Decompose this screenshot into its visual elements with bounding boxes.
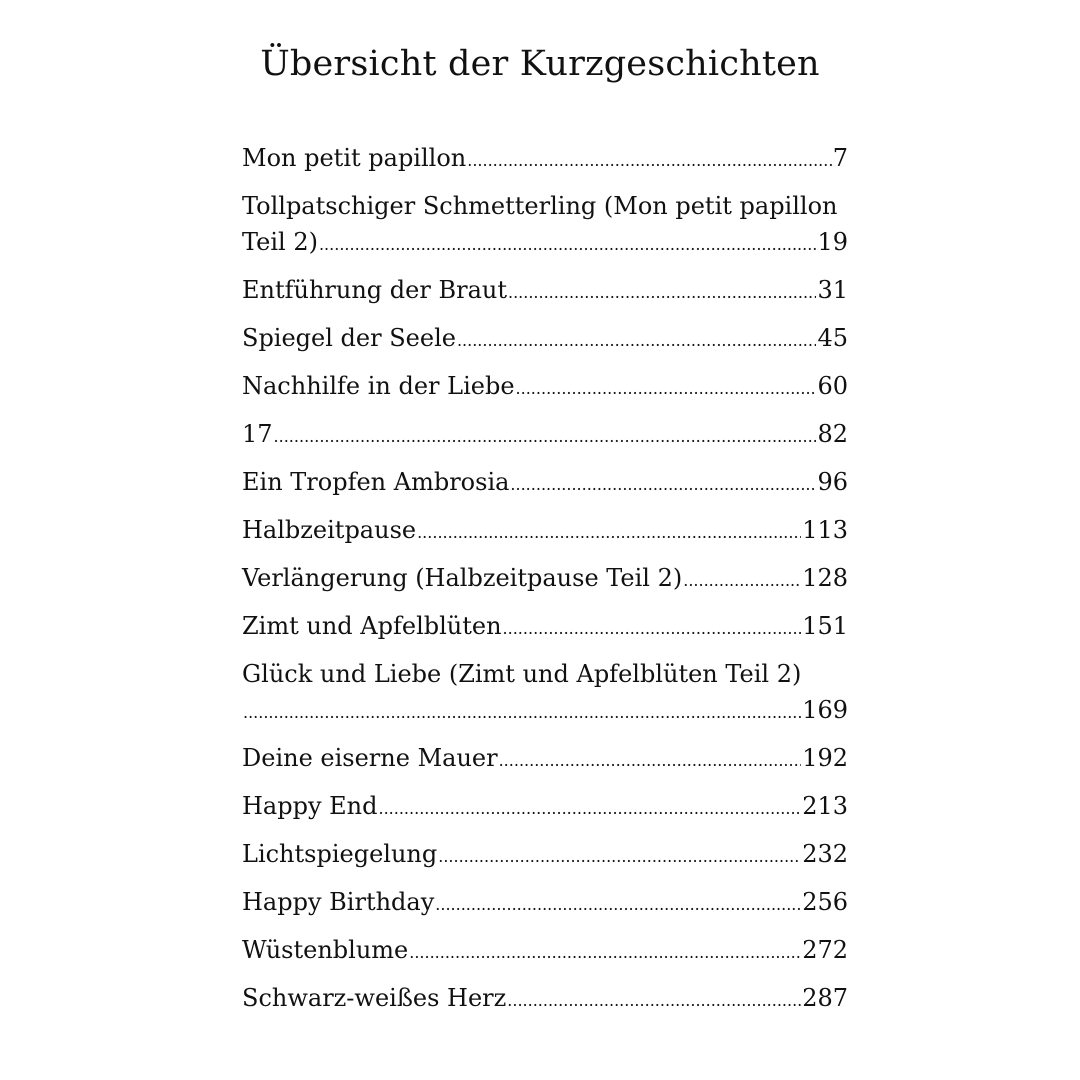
dot-leader	[435, 887, 801, 923]
page-title: Übersicht der Kurzgeschichten	[260, 44, 820, 84]
toc-entry-page: 45	[817, 324, 848, 352]
toc-entry-title: Zimt und Apfelblüten	[242, 612, 502, 640]
toc-entry[interactable]	[242, 656, 848, 728]
toc-entry-page: 232	[802, 840, 848, 868]
toc-entry[interactable]	[242, 320, 848, 356]
toc-entry-title: Ein Tropfen Ambrosia	[242, 468, 510, 496]
toc-entry-title: Entführung der Braut	[242, 276, 507, 304]
dot-leader	[499, 743, 802, 779]
toc-entry-page: 7	[832, 144, 848, 172]
toc-entry-page: 287	[802, 984, 848, 1012]
dot-leader	[467, 143, 831, 179]
toc-entry-page: 96	[817, 468, 848, 496]
dot-leader	[457, 323, 817, 359]
toc-entry-title: Lichtspiegelung	[242, 840, 438, 868]
toc-entry[interactable]	[242, 464, 848, 500]
toc-entry[interactable]	[242, 788, 848, 824]
toc-entry-title: Deine eiserne Mauer	[242, 744, 498, 772]
toc-entry-page: 169	[802, 696, 848, 724]
toc-entry-title: Happy Birthday	[242, 888, 435, 916]
toc-entry[interactable]	[242, 980, 848, 1016]
dot-leader	[507, 983, 801, 1019]
toc-entry-title: Mon petit papillon	[242, 144, 467, 172]
toc-entry-page: 82	[817, 420, 848, 448]
toc-entry-title: Spiegel der Seele	[242, 324, 456, 352]
toc-entry-page: 151	[802, 612, 848, 640]
toc-entry[interactable]	[242, 512, 848, 548]
toc-entry[interactable]	[242, 140, 848, 176]
toc-entry-page: 128	[802, 564, 848, 592]
toc-entry-title: Wüstenblume	[242, 936, 409, 964]
toc-entry-page: 31	[817, 276, 848, 304]
table-of-contents	[242, 140, 848, 1028]
toc-entry-page: 113	[802, 516, 848, 544]
toc-entry-title: Happy End	[242, 792, 378, 820]
dot-leader	[508, 275, 816, 311]
toc-entry[interactable]	[242, 188, 848, 260]
toc-entry[interactable]	[242, 368, 848, 404]
toc-entry-title: Schwarz-weißes Herz	[242, 984, 507, 1012]
toc-entry-page: 19	[817, 228, 848, 256]
dot-leader	[683, 563, 801, 599]
toc-entry-title: Glück und Liebe (Zimt und Apfelblüten Teil 2)	[242, 660, 802, 688]
toc-entry-page: 256	[802, 888, 848, 916]
toc-entry-title: Tollpatschiger Schmetterling (Mon petit papillon	[242, 192, 838, 220]
toc-entry[interactable]	[242, 740, 848, 776]
toc-entry-page: 60	[817, 372, 848, 400]
dot-leader	[319, 227, 816, 263]
dot-leader	[409, 935, 801, 971]
toc-entry-title-continued: Teil 2)	[242, 228, 318, 256]
dot-leader	[274, 419, 817, 455]
toc-entry[interactable]	[242, 884, 848, 920]
toc-entry-page: 213	[802, 792, 848, 820]
toc-entry-title: 17	[242, 420, 273, 448]
toc-entry[interactable]	[242, 836, 848, 872]
dot-leader	[243, 695, 801, 731]
toc-entry-title: Halbzeitpause	[242, 516, 417, 544]
toc-entry[interactable]	[242, 932, 848, 968]
dot-leader	[503, 611, 802, 647]
dot-leader	[417, 515, 801, 551]
dot-leader	[516, 371, 817, 407]
toc-entry-page: 192	[802, 744, 848, 772]
dot-leader	[510, 467, 816, 503]
toc-entry-title: Verlängerung (Halbzeitpause Teil 2)	[242, 564, 683, 592]
toc-entry-title: Nachhilfe in der Liebe	[242, 372, 515, 400]
toc-entry[interactable]	[242, 608, 848, 644]
dot-leader	[379, 791, 802, 827]
dot-leader	[438, 839, 801, 875]
toc-entry-page: 272	[802, 936, 848, 964]
toc-entry[interactable]	[242, 272, 848, 308]
toc-entry[interactable]	[242, 560, 848, 596]
toc-entry[interactable]	[242, 416, 848, 452]
